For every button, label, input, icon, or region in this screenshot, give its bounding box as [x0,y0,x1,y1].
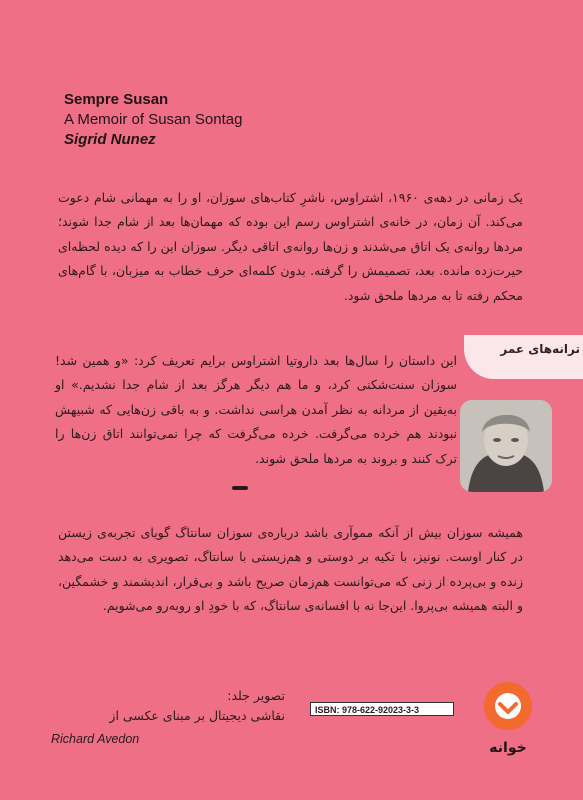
blurb-paragraph-2: این داستان را سال‌ها بعد داروتیا اشتراوس برایم تعریف کرد: «و همین شد! سوزان سنت‌شکنی کرد، و ما هم دیگر هرگز بعد از شام جدا نشدیم.» او به‌یقین از مردانه به نظر آمدن هراسی نداشت. و به باقی زن‌هایی که شبیهش نبودند هم خرده می‌گرفت. خرده می‌گرفت که چرا نمی‌توانند اتاق زن‌ها را ترک کنند و بروند به مردها ملحق شوند. [55,353,457,466]
book-subtitle: A Memoir of Susan Sontag [64,111,243,128]
publisher-logo-icon [478,676,538,746]
author-photo [460,400,552,492]
series-label: ترانه‌های عمر [500,342,580,356]
isbn-label: ISBN: 978-622-92023-3-3 [310,702,454,716]
credit-photographer: Richard Avedon [51,732,140,746]
credit-line: نقاشی دیجیتال بر مبنای عکسی از [109,708,285,723]
cover-credit [45,686,285,746]
book-title: Sempre Susan [64,91,169,108]
book-header [64,90,364,150]
series-badge [464,335,583,381]
section-divider [232,486,248,490]
credit-heading: تصویر جلد: [227,688,285,703]
barcode-area [310,680,454,702]
blurb-paragraph-3: همیشه سوزان بیش از آنکه مموآری باشد درباره‌ی سوزان سانتاگ گویای تجربه‌ی زیستن در کنار اوست. نونیز، با تکیه بر دوستی و هم‌زیستی با سانتاگ، تصویری به دست می‌دهد زنده و بی‌پرده از زنی که می‌توانست هم‌زمان صریح باشد و بی‌قرار، اندیشمند و خشمگین، و البته همیشه بی‌پروا. این‌جا نه با افسانه‌ی سانتاگ، که با خودِ او روبه‌رو می‌شویم. [58,525,523,614]
portrait-image [460,400,552,492]
book-author: Sigrid Nunez [64,131,156,148]
blurb-paragraph-1: یک زمانی در دهه‌ی ۱۹۶۰، اشتراوس، ناشرِ کتاب‌های سوزان، او را به مهمانی شام دعوت می‌کند. آن زمان، در خانه‌ی اشتراوس رسم این بوده که مهمان‌ها بعد از شام جدا شوند؛ مردها روانه‌ی یک اتاق می‌شدند و زن‌ها روانه‌ی اتاقی دیگر. سوزان این را که دیده لحظه‌ای حیرت‌زده مانده. بعد، تصمیمش را گرفته. بدون کلمه‌ای حرف خطاب به میزبان، با گام‌های محکم رفته تا به مردها ملحق شود. [58,190,524,303]
publisher-name: خوانه [489,740,527,756]
